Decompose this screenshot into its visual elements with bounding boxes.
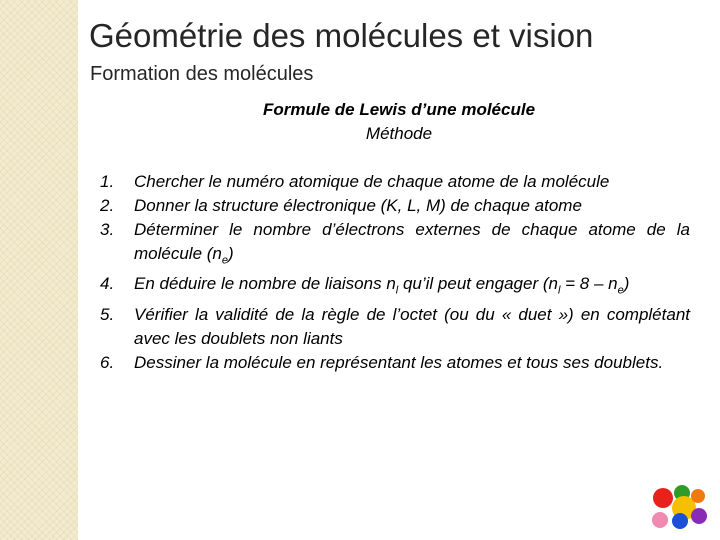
ball-purple: [691, 508, 707, 524]
step-subscript: l: [557, 284, 561, 297]
step-text-part: ): [623, 274, 630, 294]
slide-title: Géométrie des molécules et vision: [89, 17, 594, 54]
molecule-balls-icon: [650, 484, 708, 530]
section-subheading: Méthode: [365, 124, 433, 143]
step-text-part: Dessiner la molécule en représentant les atomes et tous ses doublets.: [134, 352, 664, 372]
step-text-part: En déduire le nombre de liaisons n: [134, 274, 396, 294]
decorative-sidebar: [0, 0, 78, 540]
step-text-part: Chercher le numéro atomique de chaque atome de la molécule: [134, 172, 610, 191]
method-step: [100, 351, 690, 375]
step-number: 6.: [100, 352, 115, 372]
ball-blue: [672, 513, 688, 529]
step-text-part: = 8 – n: [560, 274, 618, 294]
step-text: [134, 351, 690, 375]
step-subscript: e: [221, 254, 228, 267]
step-text: [134, 218, 690, 272]
method-step: [100, 170, 690, 194]
section-heading: Formule de Lewis d’une molécule: [262, 100, 536, 119]
step-text-part: Donner la structure électronique (K, L, M) de chaque atome: [134, 196, 582, 215]
step-text: [134, 272, 690, 302]
ball-pink: [652, 512, 668, 528]
step-number: 4.: [100, 274, 115, 294]
step-text-part: Vérifier la validité de la règle de l’octet (ou du « duet ») en complétant avec les doublets non liants: [134, 304, 690, 348]
step-text: [134, 170, 690, 194]
step-text: [134, 194, 690, 218]
method-step: [100, 272, 690, 302]
step-text-part: ): [228, 244, 234, 263]
step-subscript: e: [617, 284, 624, 297]
step-text: [134, 303, 690, 351]
step-number: 2.: [100, 196, 115, 215]
method-step: [100, 303, 690, 351]
step-text-part: qu’il peut engager (n: [398, 274, 558, 294]
step-number: 1.: [100, 172, 115, 191]
slide-subtitle: Formation des molécules: [90, 63, 314, 85]
method-steps-list: [100, 170, 690, 375]
method-step: [100, 218, 690, 272]
step-text-part: Déterminer le nombre d’électrons externes de chaque atome de la molécule (n: [134, 220, 690, 263]
step-number: 3.: [100, 220, 115, 239]
ball-orange: [691, 489, 705, 503]
step-number: 5.: [100, 304, 115, 324]
ball-red: [653, 488, 673, 508]
method-step: [100, 194, 690, 218]
step-subscript: l: [395, 284, 399, 297]
